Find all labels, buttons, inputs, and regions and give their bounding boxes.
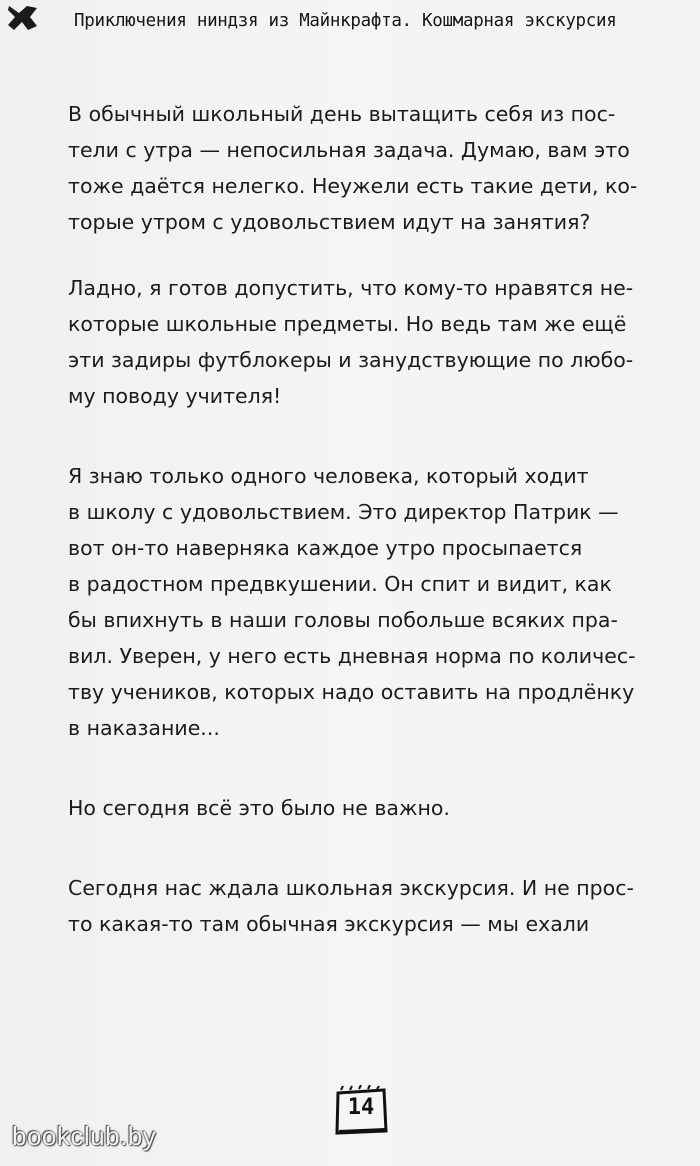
paragraph-2: Ладно, я готов допустить, что кому-то нравятся не- которые школьные предметы. Но ведь там же ещё эти задиры футблокеры и занудствующие по любо- му поводу учителя! [68,276,634,408]
cross-mark-icon [6,4,40,32]
page-number-badge [332,1085,390,1137]
paragraph-5: Сегодня нас ждала школьная экскурсия. И не прос- то какая-то там обычная экскурсия — мы ехали [68,876,634,936]
page-body [68,96,668,942]
page-header [0,0,700,44]
paragraph-1: В обычный школьный день вытащить себя из пос- тели с утра — непосильная задача. Думаю, вам это тоже даётся нелегко. Неужели есть такие дети, ко- торые утром с удовольствием идут на занятия? [68,102,638,234]
page-number: 14 [347,1095,375,1120]
watermark: bookclub.by [12,1121,157,1151]
paragraph-4: Но сегодня всё это было не важно. [68,796,450,820]
running-header-title: Приключения ниндзя из Майнкрафта. Кошмарная экскурсия [74,11,617,31]
paragraph-3: Я знаю только одного человека, который ходит в школу с удовольствием. Это директор Патрик — вот он-то наверняка каждое утро просыпается в радостном предвкушении. Он спит и видит, как бы впихнуть в наши головы побольше всяких пра- вил. Уверен, у него есть дневная норма по количес- тву учеников, которых надо оставить на продлёнку в наказание... [68,464,636,740]
